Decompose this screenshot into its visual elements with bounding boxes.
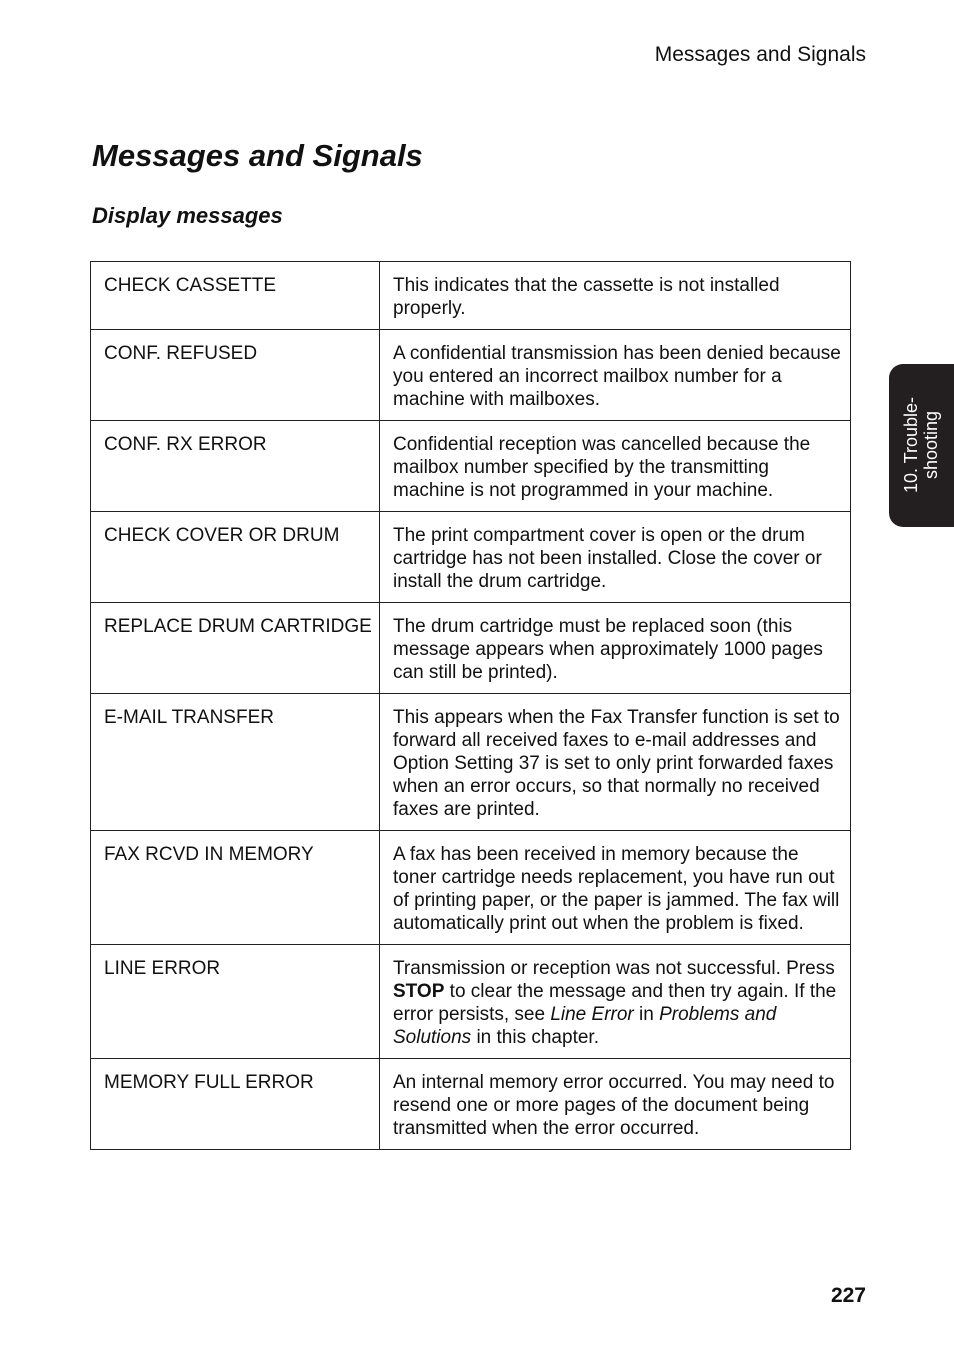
section-title: Display messages: [92, 203, 283, 228]
page-title: Messages and Signals: [92, 138, 423, 173]
chapter-side-tab: [889, 364, 954, 527]
description-text: This appears when the Fax Transfer function is set to forward all received faxes to e-mail addresses and Option Setting 37 is set to only print forwarded faxes when an error occurs, so that normally no received faxes are printed.: [393, 707, 840, 820]
description-text: Problems and Solutions: [393, 1004, 777, 1048]
page-number: 227: [830, 1284, 866, 1307]
message-description-cell: [380, 421, 851, 512]
message-description-cell: [380, 262, 851, 330]
table-row: [91, 262, 851, 330]
display-messages-table: [90, 261, 851, 1150]
message-code-cell: CHECK CASSETTE: [91, 262, 380, 330]
description-text: Line Error: [550, 1004, 634, 1025]
message-code-cell: E-MAIL TRANSFER: [91, 694, 380, 831]
message-code-cell: REPLACE DRUM CARTRIDGE: [91, 603, 380, 694]
table-row: [91, 1059, 851, 1150]
description-text: The drum cartridge must be replaced soon (this message appears when approximately 1000 pages can still be printed).: [393, 616, 823, 683]
description-text: Confidential reception was cancelled because the mailbox number specified by the transmitting machine is not programmed in your machine.: [393, 434, 811, 501]
description-text: An internal memory error occurred. You may need to resend one or more pages of the document being transmitted when the error occurred.: [393, 1072, 835, 1139]
table-row: [91, 694, 851, 831]
message-description-cell: [380, 603, 851, 694]
display-messages-table-body: [91, 262, 851, 1150]
message-description-cell: [380, 831, 851, 945]
message-description-cell: [380, 512, 851, 603]
description-text: Transmission or reception was not successful. Press: [393, 958, 835, 979]
chapter-side-tab-line2: shooting: [921, 410, 941, 480]
message-code-cell: CONF. REFUSED: [91, 330, 380, 421]
description-text: in: [633, 1004, 660, 1025]
description-text: in this chapter.: [471, 1027, 599, 1048]
chapter-side-tab-label: [901, 365, 941, 525]
table-row: [91, 603, 851, 694]
description-text: A confidential transmission has been denied because you entered an incorrect mailbox number for a machine with mailboxes.: [393, 343, 841, 410]
table-row: [91, 330, 851, 421]
table-row: [91, 831, 851, 945]
table-row: [91, 945, 851, 1059]
message-description-cell: [380, 1059, 851, 1150]
message-description-cell: [380, 945, 851, 1059]
message-code-cell: MEMORY FULL ERROR: [91, 1059, 380, 1150]
message-code-cell: CONF. RX ERROR: [91, 421, 380, 512]
message-code-cell: FAX RCVD IN MEMORY: [91, 831, 380, 945]
message-code-cell: CHECK COVER OR DRUM: [91, 512, 380, 603]
message-description-cell: [380, 694, 851, 831]
description-text: The print compartment cover is open or the drum cartridge has not been installed. Close the cover or install the drum cartridge.: [393, 525, 822, 592]
description-text: A fax has been received in memory because the toner cartridge needs replacement, you have run out of printing paper, or the paper is jammed. The fax will automatically print out when the problem is fixed.: [393, 844, 840, 934]
message-code-cell: LINE ERROR: [91, 945, 380, 1059]
message-description-cell: [380, 330, 851, 421]
table-row: [91, 421, 851, 512]
running-header: Messages and Signals: [654, 43, 866, 66]
chapter-side-tab-line1: 10. Trouble-: [901, 396, 921, 494]
table-row: [91, 512, 851, 603]
description-text: to clear the message and then try again. If the error persists, see: [393, 981, 837, 1025]
description-text: This indicates that the cassette is not installed properly.: [393, 275, 780, 319]
description-text: STOP: [393, 981, 445, 1002]
